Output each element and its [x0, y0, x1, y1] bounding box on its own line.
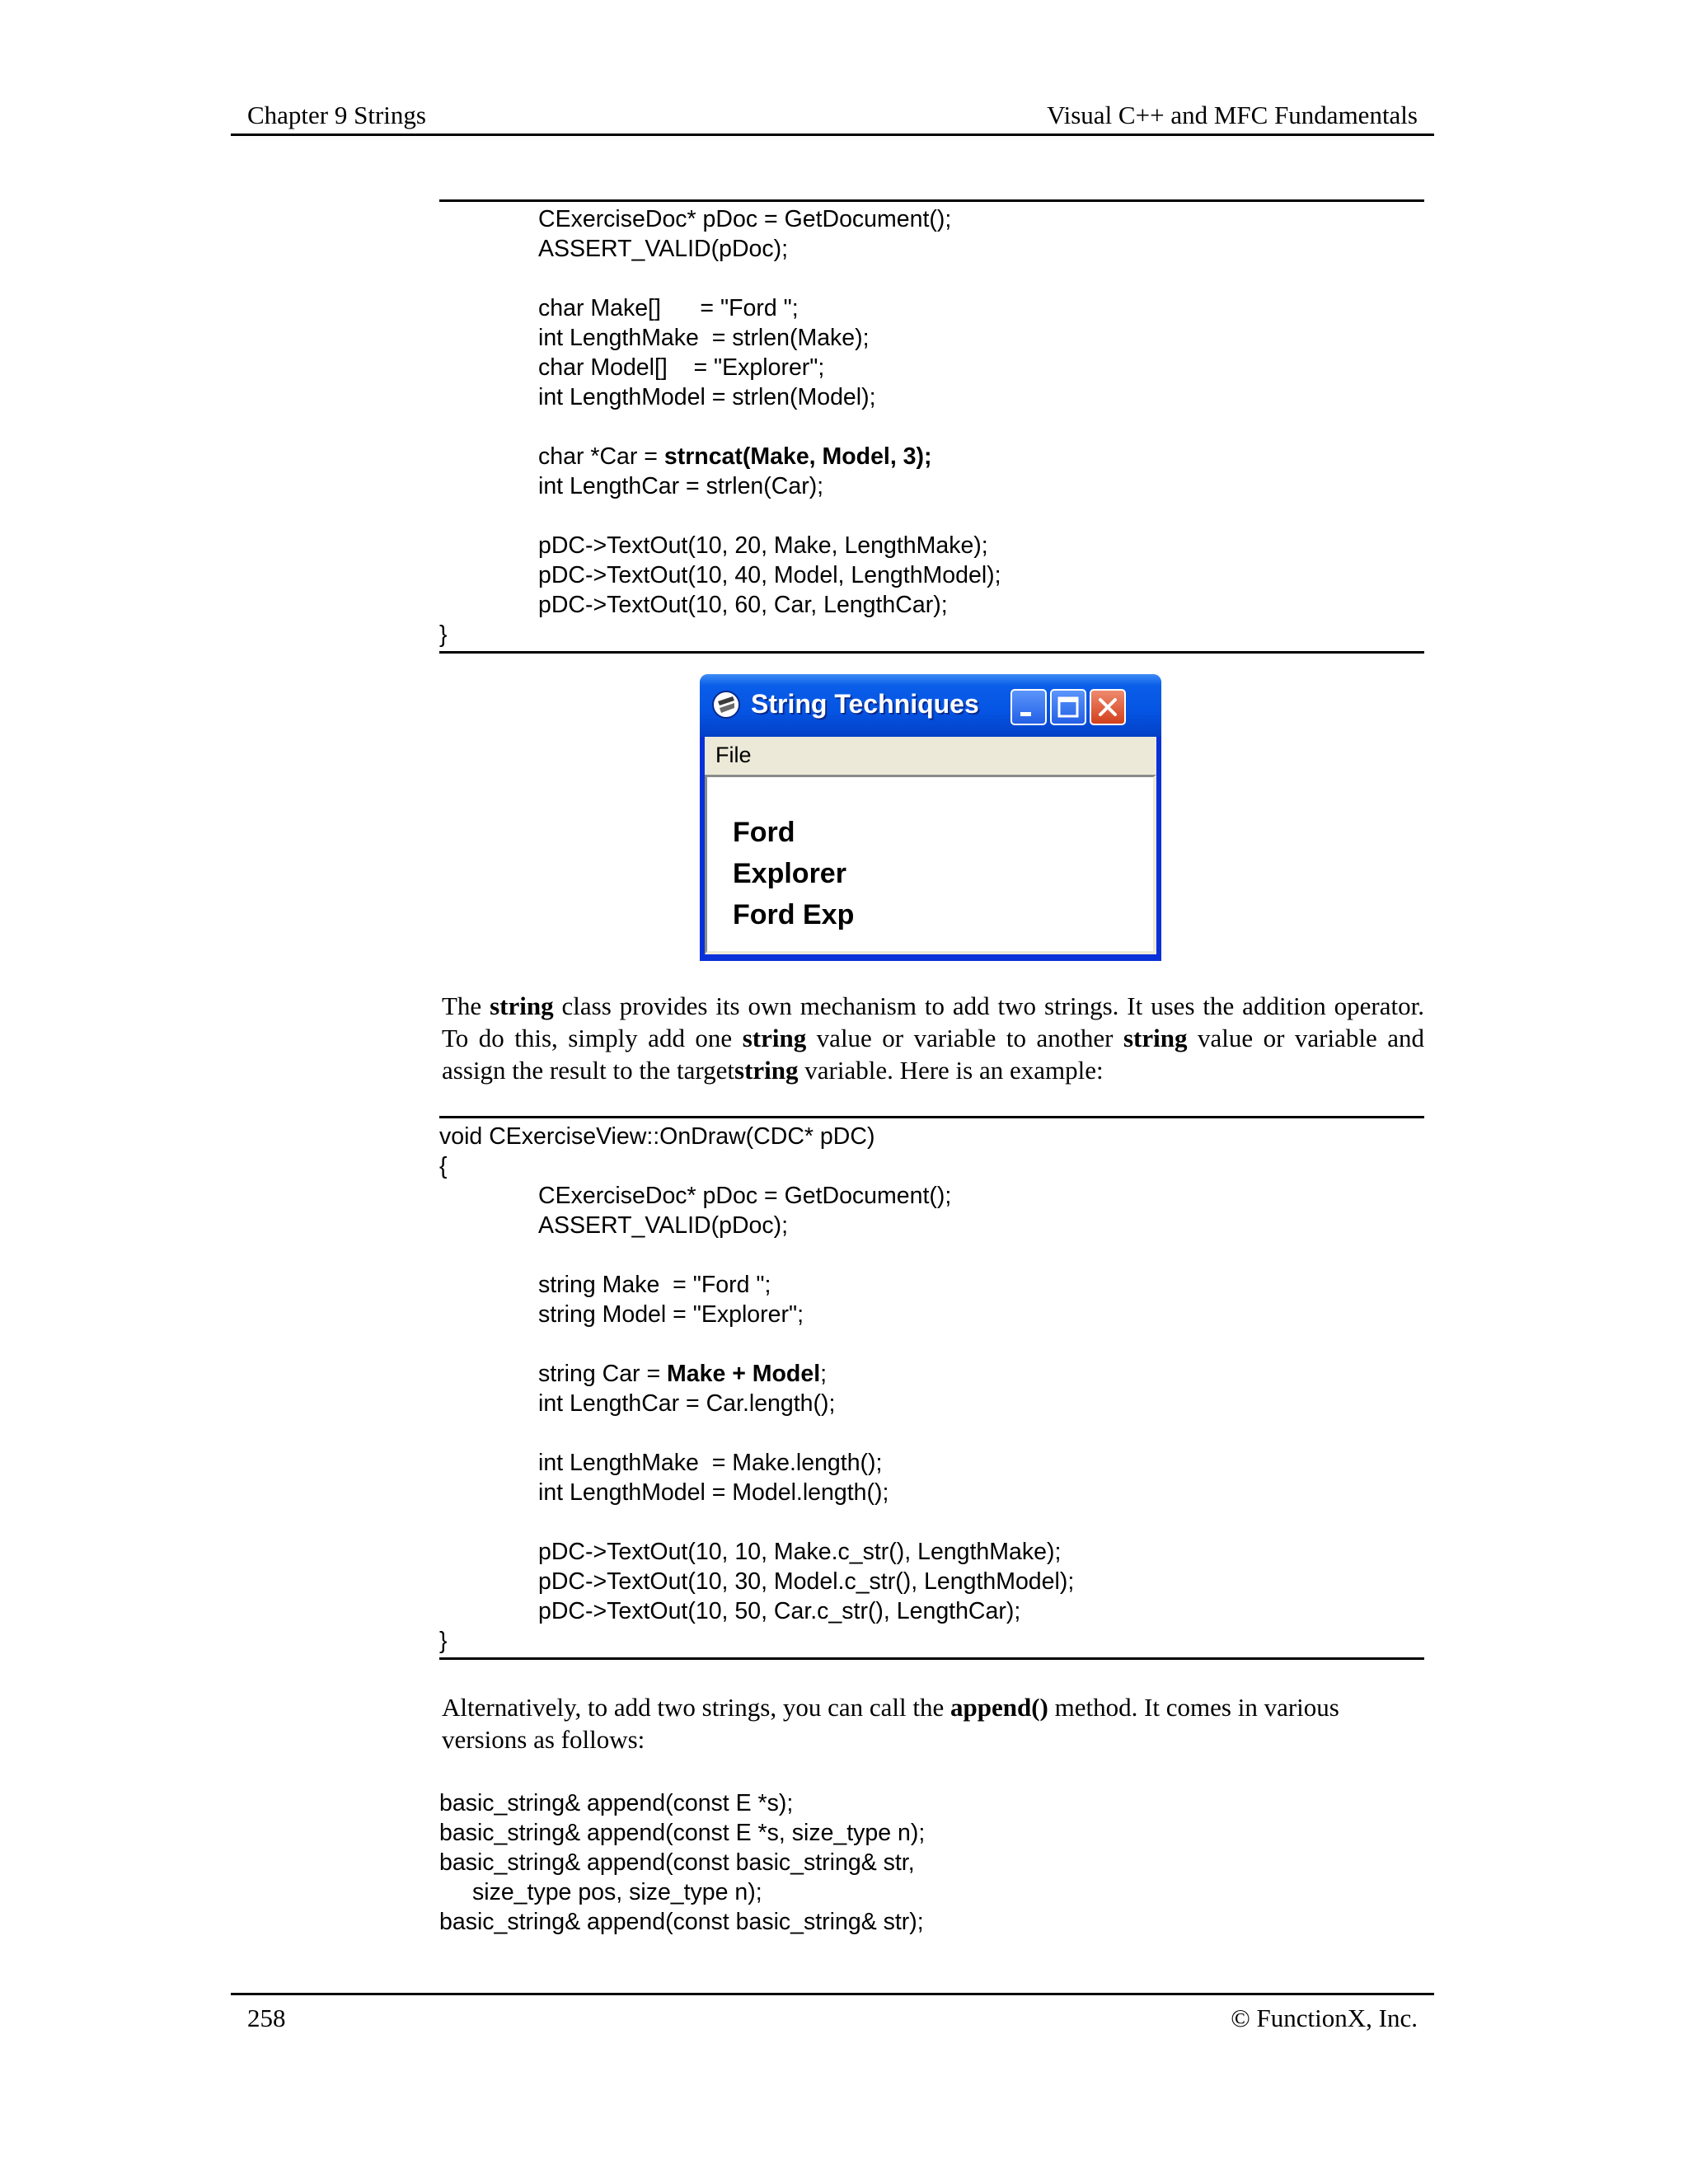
- maximize-button[interactable]: [1050, 689, 1086, 725]
- keyword: string: [742, 1024, 807, 1052]
- close-button[interactable]: [1090, 689, 1126, 725]
- code-line: pDC->TextOut(10, 20, Make, LengthMake);: [538, 532, 988, 559]
- code-line: ASSERT_VALID(pDoc);: [538, 236, 789, 262]
- keyword: string: [1123, 1024, 1188, 1052]
- code-highlight: Make + Model: [667, 1361, 821, 1387]
- maximize-icon: [1052, 691, 1085, 724]
- code-line: basic_string& append(const E *s, size_type n);: [439, 1820, 926, 1846]
- code-line: ASSERT_VALID(pDoc);: [538, 1212, 789, 1239]
- text: variable. Here is an example:: [798, 1056, 1104, 1085]
- keyword: string: [734, 1056, 799, 1085]
- code-line: }: [439, 621, 448, 648]
- close-icon: [1091, 691, 1124, 724]
- running-footer: [231, 1993, 1434, 2036]
- text: method. It comes in various versions as follows:: [442, 1693, 1339, 1754]
- code-line: char Make[] = "Ford ";: [538, 295, 799, 321]
- output-make: Ford: [733, 817, 795, 848]
- code-line: pDC->TextOut(10, 50, Car.c_str(), LengthCar);: [538, 1598, 1021, 1624]
- chapter-title: Chapter 9 Strings: [247, 101, 426, 129]
- minimize-button[interactable]: [1010, 689, 1047, 725]
- text: The: [442, 991, 490, 1020]
- running-header: [231, 97, 1434, 136]
- code-line: char Model[] = "Explorer";: [538, 354, 825, 381]
- code-line: int LengthModel = Model.length();: [538, 1479, 889, 1506]
- output-car: Ford Exp: [733, 899, 855, 930]
- paragraph-append: [442, 1691, 1424, 1755]
- code-line: void CExerciseView::OnDraw(CDC* pDC): [439, 1123, 875, 1150]
- code-line: basic_string& append(const basic_string& str);: [439, 1909, 924, 1935]
- book-title: Visual C++ and MFC Fundamentals: [1047, 101, 1418, 129]
- code-line: int LengthModel = strlen(Model);: [538, 384, 876, 410]
- code-line: pDC->TextOut(10, 60, Car, LengthCar);: [538, 592, 948, 618]
- text: Alternatively, to add two strings, you can call the: [442, 1693, 950, 1722]
- code-line: int LengthMake = Make.length();: [538, 1450, 883, 1476]
- code-block-append-signatures: [439, 1788, 1424, 1937]
- code-line: int LengthCar = Car.length();: [538, 1390, 836, 1417]
- code-line: pDC->TextOut(10, 30, Model.c_str(), LengthModel);: [538, 1568, 1075, 1595]
- window-title: String Techniques: [751, 689, 979, 719]
- text: value or variable to another: [806, 1024, 1123, 1052]
- menu-file[interactable]: File: [715, 743, 752, 767]
- app-icon: [710, 689, 742, 720]
- page-number: 258: [247, 2004, 286, 2032]
- code-text: char *Car =: [538, 443, 664, 470]
- code-block-strncat: [439, 199, 1424, 654]
- code-line: CExerciseDoc* pDoc = GetDocument();: [538, 1183, 952, 1209]
- code-line: basic_string& append(const basic_string& str,: [439, 1849, 915, 1876]
- code-line: [439, 442, 1424, 471]
- code-line: [439, 1359, 1424, 1389]
- keyword: string: [490, 991, 554, 1020]
- minimize-icon: [1012, 691, 1045, 724]
- code-line: string Make = "Ford ";: [538, 1272, 771, 1298]
- copyright: © FunctionX, Inc.: [1231, 2004, 1418, 2032]
- code-line: }: [439, 1628, 448, 1654]
- menu-bar: [705, 737, 1156, 775]
- code-line: int LengthMake = strlen(Make);: [538, 325, 870, 351]
- text: class provides its own mechanism to add two strings. It uses the addition operator. To do this, simply add one: [442, 991, 1424, 1052]
- keyword: append(): [950, 1693, 1048, 1722]
- client-area: [705, 775, 1156, 954]
- code-line: basic_string& append(const E *s);: [439, 1790, 794, 1816]
- code-line: size_type pos, size_type n);: [472, 1879, 762, 1905]
- code-line: string Model = "Explorer";: [538, 1301, 804, 1328]
- code-text: ;: [820, 1361, 828, 1387]
- code-highlight: strncat(Make, Model, 3);: [663, 443, 932, 470]
- code-line: pDC->TextOut(10, 10, Make.c_str(), LengthMake);: [538, 1539, 1062, 1565]
- string-techniques-window: [700, 674, 1161, 961]
- paragraph-string-addition: [442, 990, 1424, 1086]
- code-line: int LengthCar = strlen(Car);: [538, 473, 824, 499]
- output-model: Explorer: [733, 858, 846, 889]
- code-line: CExerciseDoc* pDoc = GetDocument();: [538, 206, 952, 232]
- code-line: {: [439, 1153, 448, 1179]
- code-line: pDC->TextOut(10, 40, Model, LengthModel);: [538, 562, 1001, 588]
- title-bar[interactable]: [700, 674, 1161, 737]
- text: value or variable and assign the result to the target: [442, 1024, 1424, 1085]
- code-block-string-plus: [439, 1116, 1424, 1660]
- code-text: string Car =: [538, 1361, 668, 1387]
